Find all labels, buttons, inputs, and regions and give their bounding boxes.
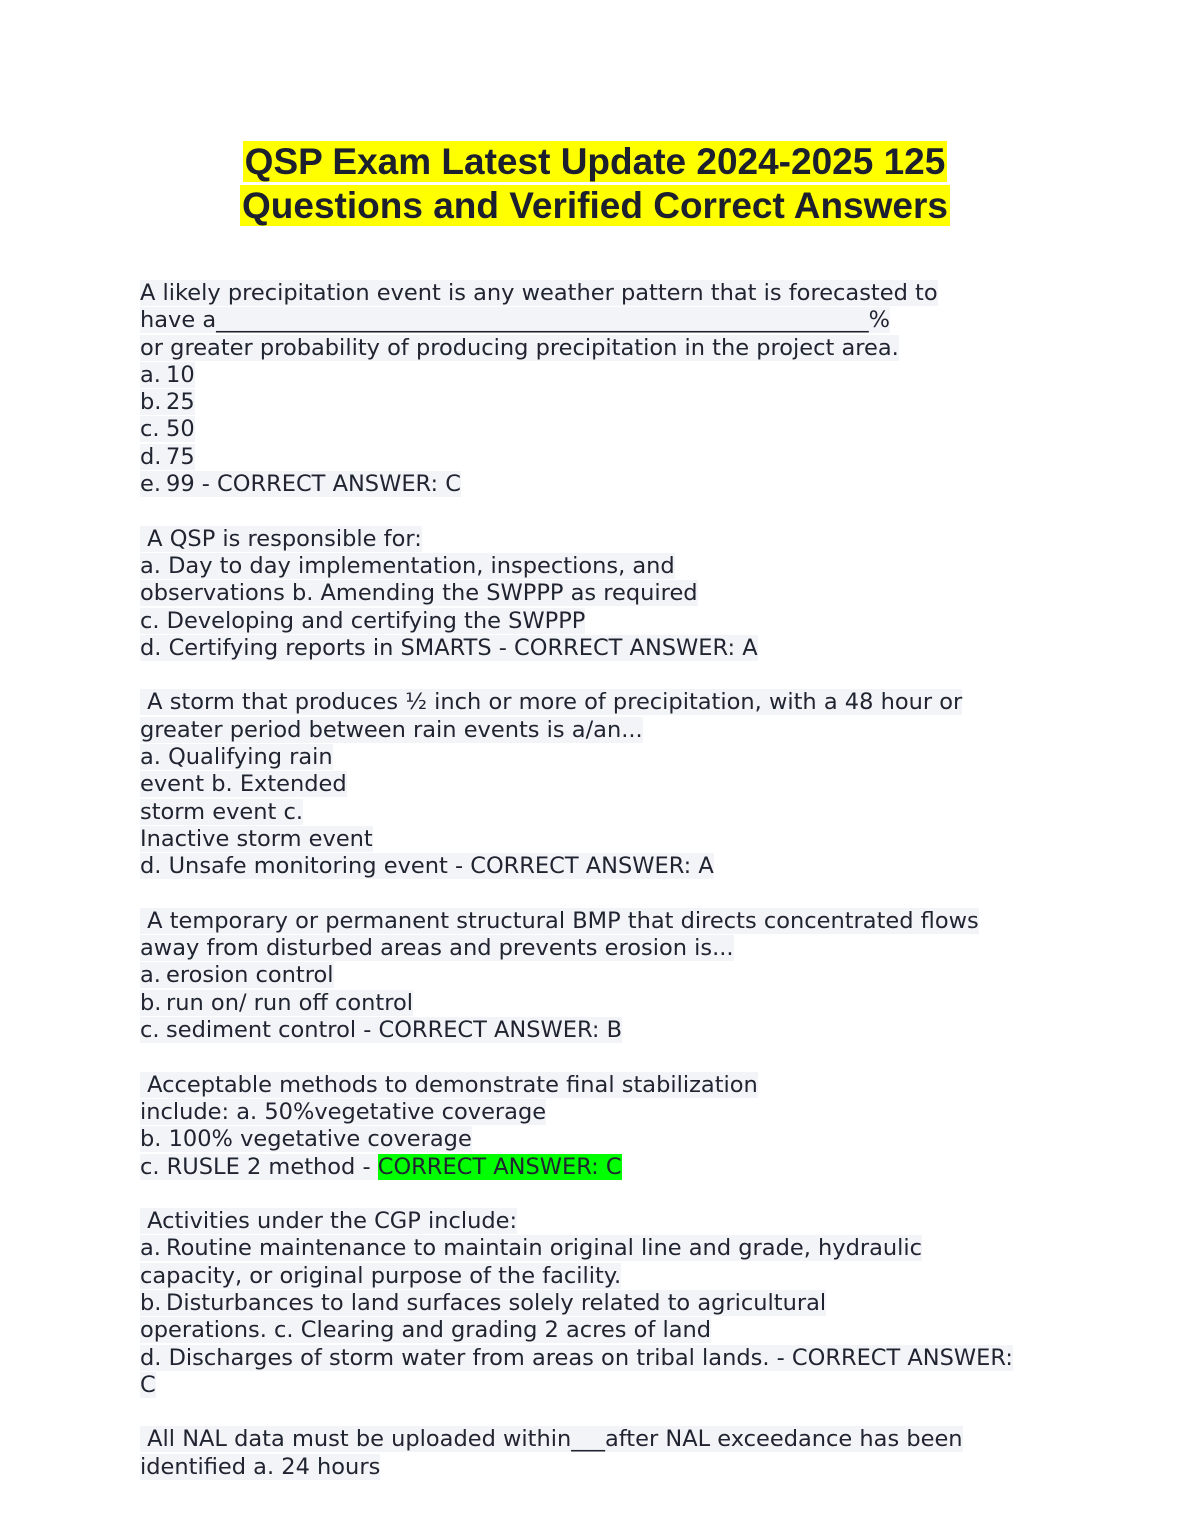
option-text: 50 bbox=[166, 416, 195, 443]
option-marker: e. bbox=[140, 471, 161, 498]
question-text: Activities under the CGP include: bbox=[140, 1208, 518, 1235]
option-text: 75 bbox=[166, 443, 195, 470]
option-text: capacity, or original purpose of the facility. bbox=[140, 1262, 622, 1289]
question-text: All NAL data must be uploaded within___after NAL exceedance has been bbox=[140, 1426, 963, 1453]
option-text: a. Day to day implementation, inspections, and bbox=[140, 552, 675, 579]
option-text: d. Discharges of storm water from areas on tribal lands. - CORRECT ANSWER: bbox=[140, 1344, 1013, 1371]
option-text: Inactive storm event bbox=[140, 825, 373, 852]
option-marker: a. bbox=[140, 361, 161, 388]
option-marker: b. bbox=[140, 1289, 162, 1316]
option-text: run on/ run off control bbox=[166, 989, 414, 1016]
option-marker: b. bbox=[140, 989, 162, 1016]
option-text: 99 - CORRECT ANSWER: C bbox=[166, 471, 461, 498]
option-text: c. RUSLE 2 method - bbox=[140, 1153, 378, 1180]
option-text: 10 bbox=[166, 361, 195, 388]
option-text: d. Certifying reports in SMARTS - CORRECT ANSWER: A bbox=[140, 634, 758, 661]
question-text: Acceptable methods to demonstrate final stabilization bbox=[140, 1071, 758, 1098]
option-text: a. Qualifying rain bbox=[140, 744, 333, 771]
highlighted-answer: CORRECT ANSWER: C bbox=[377, 1153, 622, 1180]
question-4 bbox=[140, 908, 1060, 1044]
question-6 bbox=[140, 1208, 1060, 1399]
question-list bbox=[140, 280, 1060, 1481]
option-text: C bbox=[140, 1371, 156, 1398]
question-text: have a__________________________________________________________% bbox=[140, 307, 891, 334]
option-marker: c. bbox=[140, 1017, 160, 1044]
option-text: observations b. Amending the SWPPP as required bbox=[140, 580, 698, 607]
document-title bbox=[0, 140, 1190, 228]
option-marker: d. bbox=[140, 443, 162, 470]
option-text: b. 100% vegetative coverage bbox=[140, 1126, 472, 1153]
option-text: erosion control bbox=[166, 962, 334, 989]
option-text: operations. c. Clearing and grading 2 acres of land bbox=[140, 1317, 712, 1344]
title-line-1: QSP Exam Latest Update 2024-2025 125 bbox=[244, 141, 946, 182]
question-1 bbox=[140, 280, 1060, 498]
question-text: away from disturbed areas and prevents erosion is... bbox=[140, 935, 734, 962]
option-text: d. Unsafe monitoring event - CORRECT ANSWER: A bbox=[140, 853, 714, 880]
option-marker: c. bbox=[140, 416, 160, 443]
option-marker: a. bbox=[140, 1235, 161, 1262]
option-text: sediment control - CORRECT ANSWER: B bbox=[166, 1017, 623, 1044]
option-text: include: a. 50%vegetative coverage bbox=[140, 1098, 547, 1125]
option-marker: a. bbox=[140, 962, 161, 989]
option-text: 25 bbox=[166, 389, 195, 416]
question-text: A QSP is responsible for: bbox=[140, 525, 422, 552]
question-5 bbox=[140, 1072, 1060, 1181]
title-line-2: Questions and Verified Correct Answers bbox=[242, 185, 948, 226]
question-3 bbox=[140, 689, 1060, 880]
option-text: Disturbances to land surfaces solely related to agricultural bbox=[166, 1289, 827, 1316]
option-text: Routine maintenance to maintain original line and grade, hydraulic bbox=[166, 1235, 923, 1262]
question-2 bbox=[140, 526, 1060, 662]
question-text: identified a. 24 hours bbox=[140, 1453, 381, 1480]
option-text: event b. Extended bbox=[140, 771, 347, 798]
question-text: A likely precipitation event is any weather pattern that is forecasted to bbox=[140, 280, 938, 306]
question-text: A storm that produces ½ inch or more of precipitation, with a 48 hour or bbox=[140, 689, 963, 716]
question-text: greater period between rain events is a/an... bbox=[140, 716, 643, 743]
question-text: or greater probability of producing precipitation in the project area. bbox=[140, 334, 899, 361]
option-text: c. Developing and certifying the SWPPP bbox=[140, 607, 586, 634]
question-text: A temporary or permanent structural BMP that directs concentrated flows bbox=[140, 907, 979, 934]
option-text: storm event c. bbox=[140, 798, 303, 825]
question-7 bbox=[140, 1426, 1060, 1481]
option-marker: b. bbox=[140, 389, 162, 416]
